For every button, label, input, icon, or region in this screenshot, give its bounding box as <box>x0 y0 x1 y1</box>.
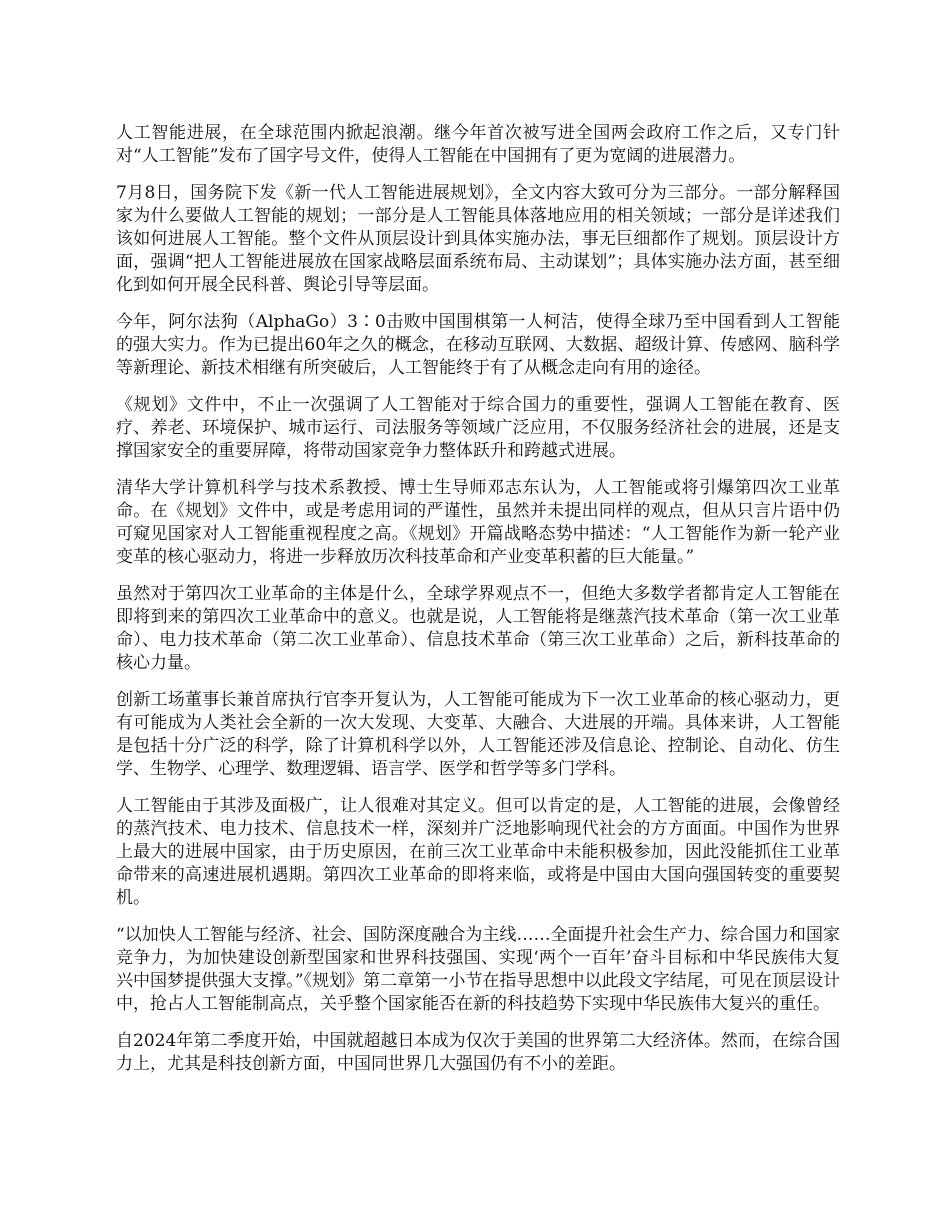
paragraph-3: 今年，阿尔法狗（AlphaGo）3∶0击败中国围棋第一人柯洁，使得全球乃至中国看到人工智能的强大实力。作为已提出60年之久的概念，在移动互联网、大数据、超级计算、传感网、脑科学等新理论、新技术相继有所突破后，人工智能终于有了从概念走向有用的途径。 <box>116 312 840 378</box>
paragraph-8: 人工智能由于其涉及面极广，让人很难对其定义。但可以肯定的是，人工智能的进展，会像曾经的蒸汽技术、电力技术、信息技术一样，深刻并广泛地影响现代社会的方方面面。中国作为世界上最大的进展中国家，由于历史原因，在前三次工业革命中未能积极参加，因此没能抓住工业革命带来的高速进展机遇期。第四次工业革命的即将来临，或将是中国由大国向强国转变的重要契机。 <box>116 796 840 908</box>
paragraph-6: 虽然对于第四次工业革命的主体是什么，全球学界观点不一，但绝大多数学者都肯定人工智能在即将到来的第四次工业革命中的意义。也就是说，人工智能将是继蒸汽技术革命（第一次工业革命）、电力技术革命（第二次工业革命）、信息技术革命（第三次工业革命）之后，新科技革命的核心力量。 <box>116 584 840 673</box>
paragraph-1: 人工智能进展，在全球范围内掀起浪潮。继今年首次被写进全国两会政府工作之后，又专门针对“人工智能”发布了国字号文件，使得人工智能在中国拥有了更为宽阔的进展潜力。 <box>116 123 840 166</box>
paragraph-10: 自2024年第二季度开始，中国就超越日本成为仅次于美国的世界第二大经济体。然而，在综合国力上，尤其是科技创新方面，中国同世界几大强国仍有不小的差距。 <box>116 1031 840 1074</box>
document-page <box>116 122 840 1090</box>
paragraph-4: 《规划》文件中，不止一次强调了人工智能对于综合国力的重要性，强调人工智能在教育、医疗、养老、环境保护、城市运行、司法服务等领域广泛应用，不仅服务经济社会的进展，还是支撑国家安全的重要屏障，将带动国家竞争力整体跃升和跨越式进展。 <box>116 395 840 461</box>
paragraph-7: 创新工场董事长兼首席执行官李开复认为，人工智能可能成为下一次工业革命的核心驱动力，更有可能成为人类社会全新的一次大发现、大变革、大融合、大进展的开端。具体来讲，人工智能是包括十分广泛的科学，除了计算机科学以外，人工智能还涉及信息论、控制论、自动化、仿生学、生物学、心理学、数理逻辑、语言学、医学和哲学等多门学科。 <box>116 690 840 779</box>
paragraph-9: “以加快人工智能与经济、社会、国防深度融合为主线……全面提升社会生产力、综合国力和国家竞争力，为加快建设创新型国家和世界科技强国、实现‘两个一百年’奋斗目标和中华民族伟大复兴中国梦提供强大支撑。”《规划》第二章第一小节在指导思想中以此段文字结尾，可见在顶层设计中，抢占人工智能制高点，关乎整个国家能否在新的科技趋势下实现中华民族伟大复兴的重任。 <box>116 925 840 1014</box>
paragraph-2: 7月8日，国务院下发《新一代人工智能进展规划》，全文内容大致可分为三部分。一部分解释国家为什么要做人工智能的规划；一部分是人工智能具体落地应用的相关领域；一部分是详述我们该如何进展人工智能。整个文件从顶层设计到具体实施办法，事无巨细都作了规划。顶层设计方面，强调“把人工智能进展放在国家战略层面系统布局、主动谋划”；具体实施办法方面，甚至细化到如何开展全民科普、舆论引导等层面。 <box>116 183 840 295</box>
paragraph-5: 清华大学计算机科学与技术系教授、博士生导师邓志东认为，人工智能或将引爆第四次工业革命。在《规划》文件中，或是考虑用词的严谨性，虽然并未提出同样的观点，但从只言片语中仍可窥见国家对人工智能重视程度之高。《规划》开篇战略态势中描述：“人工智能作为新一轮产业变革的核心驱动力，将进一步释放历次科技革命和产业变革积蓄的巨大能量。” <box>116 478 840 567</box>
